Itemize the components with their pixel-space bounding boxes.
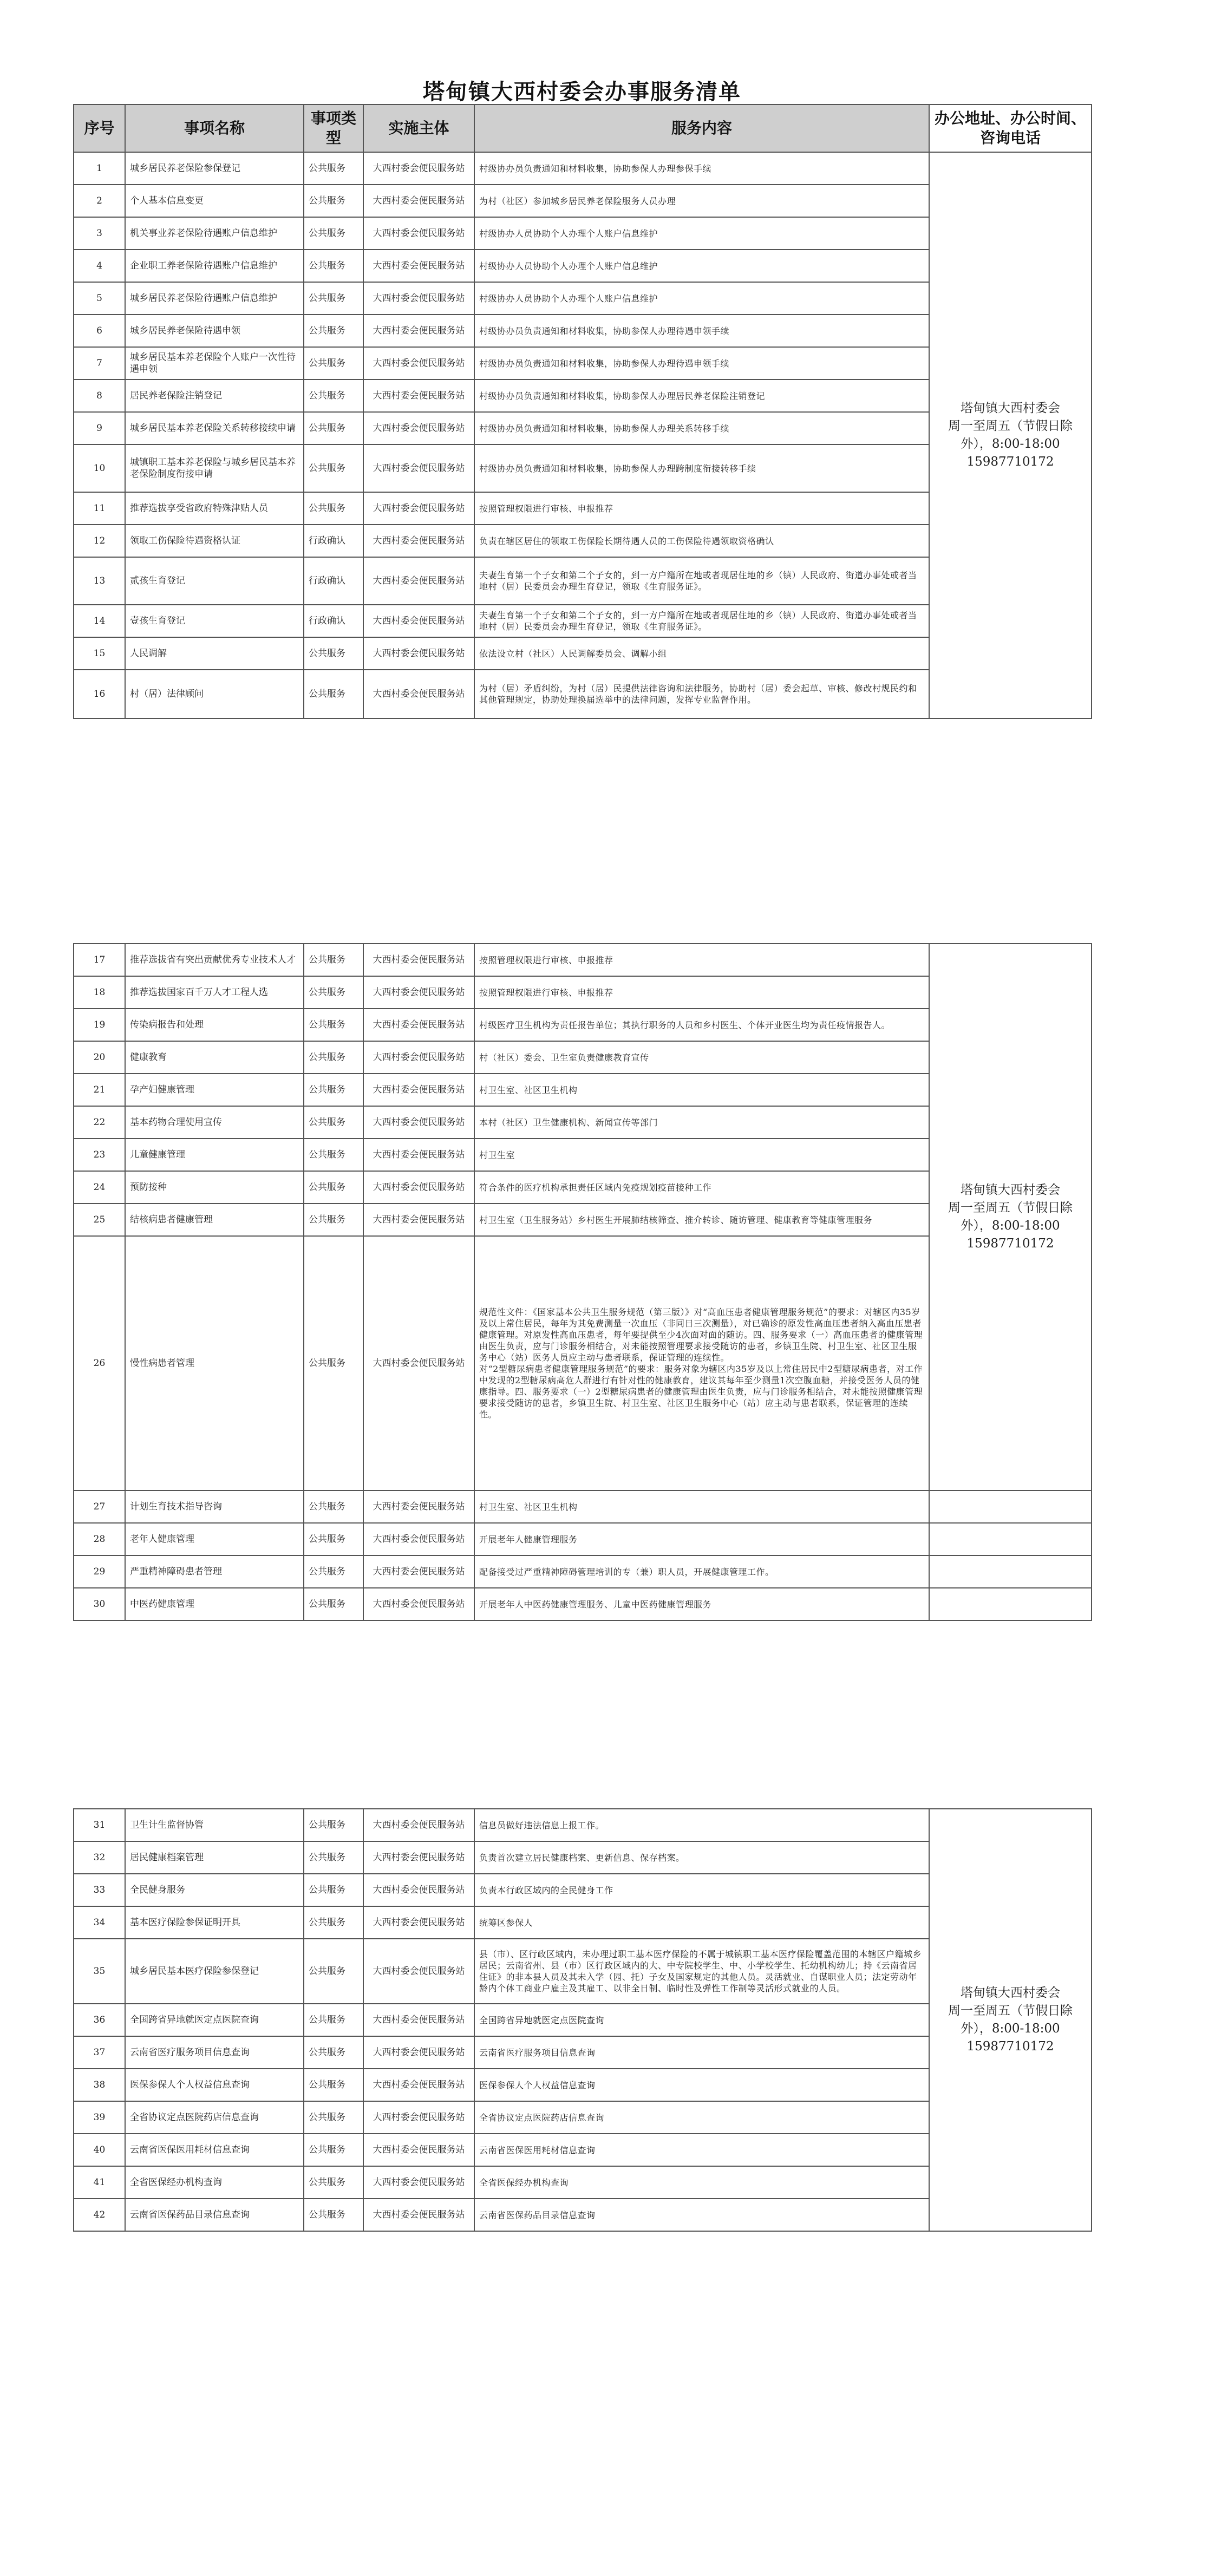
row-implementer: 大西村委会便民服务站 xyxy=(363,2199,474,2231)
row-implementer: 大西村委会便民服务站 xyxy=(363,1074,474,1106)
row-implementer: 大西村委会便民服务站 xyxy=(363,525,474,557)
row-service-content: 村级协办人员协助个人办理个人账户信息维护 xyxy=(474,250,929,282)
row-index: 14 xyxy=(74,605,125,637)
header-name: 事项名称 xyxy=(125,104,304,152)
row-service-content: 符合条件的医疗机构承担责任区域内免疫规划疫苗接种工作 xyxy=(474,1171,929,1204)
row-service-content: 全国跨省异地就医定点医院查询 xyxy=(474,2004,929,2036)
row-index: 6 xyxy=(74,315,125,347)
row-index: 27 xyxy=(74,1490,125,1523)
row-item-category: 公共服务 xyxy=(304,1171,363,1204)
row-service-content: 村级协办员负责通知和材料收集，协助参保人办理关系转移手续 xyxy=(474,412,929,444)
row-item-name: 基本医疗保险参保证明开具 xyxy=(125,1906,304,1939)
row-service-content: 医保参保人个人权益信息查询 xyxy=(474,2069,929,2101)
row-service-content: 村卫生室、社区卫生机构 xyxy=(474,1074,929,1106)
row-index: 26 xyxy=(74,1236,125,1490)
row-item-name: 个人基本信息变更 xyxy=(125,185,304,217)
row-implementer: 大西村委会便民服务站 xyxy=(363,315,474,347)
row-item-category: 公共服务 xyxy=(304,2166,363,2199)
row-item-name: 推荐选拔省有突出贡献优秀专业技术人才 xyxy=(125,944,304,976)
row-item-name: 严重精神障碍患者管理 xyxy=(125,1555,304,1588)
table-row xyxy=(74,1555,1092,1588)
service-table-part-3 xyxy=(73,1808,1092,2232)
office-info-line2: 周一至周五（节假日除外），8:00-18:00 xyxy=(948,2004,1073,2036)
row-item-category: 行政确认 xyxy=(304,557,363,605)
row-item-name: 居民养老保险注销登记 xyxy=(125,380,304,412)
row-service-content: 村（社区）委会、卫生室负责健康教育宣传 xyxy=(474,1041,929,1074)
header-category: 事项类型 xyxy=(304,104,363,152)
row-service-content: 本村（社区）卫生健康机构、新闻宣传等部门 xyxy=(474,1106,929,1139)
row-item-category: 公共服务 xyxy=(304,2036,363,2069)
service-table-part-2 xyxy=(73,943,1092,1621)
row-implementer: 大西村委会便民服务站 xyxy=(363,282,474,315)
row-implementer: 大西村委会便民服务站 xyxy=(363,1490,474,1523)
row-index: 32 xyxy=(74,1841,125,1874)
row-implementer: 大西村委会便民服务站 xyxy=(363,2036,474,2069)
office-blank-cell xyxy=(929,1588,1092,1620)
row-index: 9 xyxy=(74,412,125,444)
row-index: 3 xyxy=(74,217,125,250)
row-item-category: 公共服务 xyxy=(304,282,363,315)
row-index: 21 xyxy=(74,1074,125,1106)
row-service-content: 按照管理权限进行审核、申报推荐 xyxy=(474,944,929,976)
row-index: 10 xyxy=(74,444,125,492)
office-info-line2: 周一至周五（节假日除外），8:00-18:00 xyxy=(948,1201,1073,1233)
row-item-name: 全民健身服务 xyxy=(125,1874,304,1906)
row-implementer: 大西村委会便民服务站 xyxy=(363,1939,474,2004)
row-implementer: 大西村委会便民服务站 xyxy=(363,1588,474,1620)
row-item-category: 公共服务 xyxy=(304,1906,363,1939)
row-service-content: 全省医保经办机构查询 xyxy=(474,2166,929,2199)
row-service-content: 云南省医保药品目录信息查询 xyxy=(474,2199,929,2231)
row-implementer: 大西村委会便民服务站 xyxy=(363,1171,474,1204)
row-implementer: 大西村委会便民服务站 xyxy=(363,2004,474,2036)
row-item-name: 云南省医保医用耗材信息查询 xyxy=(125,2134,304,2166)
row-service-content: 为村（居）矛盾纠纷，为村（居）民提供法律咨询和法律服务，协助村（居）委会起草、审核、修改村规民约和其他管理规定，协助处理换届选举中的法律问题，发挥专业监督作用。 xyxy=(474,670,929,718)
row-item-name: 中医药健康管理 xyxy=(125,1588,304,1620)
row-item-category: 公共服务 xyxy=(304,380,363,412)
row-item-name: 城镇职工基本养老保险与城乡居民基本养老保险制度衔接申请 xyxy=(125,444,304,492)
office-blank-cell xyxy=(929,1523,1092,1555)
row-service-content: 村级协办员负责通知和材料收集，协助参保人办理参保手续 xyxy=(474,152,929,185)
row-item-category: 公共服务 xyxy=(304,1588,363,1620)
header-office: 办公地址、办公时间、咨询电话 xyxy=(929,104,1092,152)
row-implementer: 大西村委会便民服务站 xyxy=(363,976,474,1009)
office-info-line3: 15987710172 xyxy=(966,2039,1054,2054)
row-item-category: 公共服务 xyxy=(304,217,363,250)
row-index: 19 xyxy=(74,1009,125,1041)
row-item-category: 公共服务 xyxy=(304,1009,363,1041)
row-index: 34 xyxy=(74,1906,125,1939)
row-service-content: 全省协议定点医院药店信息查询 xyxy=(474,2101,929,2134)
row-index: 13 xyxy=(74,557,125,605)
office-info-cell xyxy=(929,944,1092,1490)
row-item-name: 传染病报告和处理 xyxy=(125,1009,304,1041)
office-info-line1: 塔甸镇大西村委会 xyxy=(961,401,1060,415)
row-index: 35 xyxy=(74,1939,125,2004)
row-service-content: 村级协办员负责通知和材料收集，协助参保人办理跨制度衔接转移手续 xyxy=(474,444,929,492)
row-index: 41 xyxy=(74,2166,125,2199)
row-index: 22 xyxy=(74,1106,125,1139)
row-service-content: 村级协办员负责通知和材料收集，协助参保人办理待遇申领手续 xyxy=(474,315,929,347)
row-item-category: 公共服务 xyxy=(304,2101,363,2134)
row-service-content: 村卫生室 xyxy=(474,1139,929,1171)
row-index: 37 xyxy=(74,2036,125,2069)
row-item-name: 慢性病患者管理 xyxy=(125,1236,304,1490)
office-info-cell xyxy=(929,152,1092,718)
row-item-name: 老年人健康管理 xyxy=(125,1523,304,1555)
row-item-category: 公共服务 xyxy=(304,412,363,444)
row-index: 42 xyxy=(74,2199,125,2231)
row-item-category: 公共服务 xyxy=(304,1204,363,1236)
row-item-name: 云南省医保药品目录信息查询 xyxy=(125,2199,304,2231)
row-item-name: 卫生计生监督协管 xyxy=(125,1809,304,1841)
row-item-name: 壹孩生育登记 xyxy=(125,605,304,637)
row-service-content: 夫妻生育第一个子女和第二个子女的，到一方户籍所在地或者现居住地的乡（镇）人民政府、街道办事处或者当地村（居）民委员会办理生育登记，领取《生育服务证》。 xyxy=(474,557,929,605)
row-service-content: 村级协办人员协助个人办理个人账户信息维护 xyxy=(474,217,929,250)
row-item-category: 公共服务 xyxy=(304,1809,363,1841)
row-index: 2 xyxy=(74,185,125,217)
row-implementer: 大西村委会便民服务站 xyxy=(363,1106,474,1139)
row-service-content: 夫妻生育第一个子女和第二个子女的，到一方户籍所在地或者现居住地的乡（镇）人民政府、街道办事处或者当地村（居）民委员会办理生育登记，领取《生育服务证》。 xyxy=(474,605,929,637)
office-info-line1: 塔甸镇大西村委会 xyxy=(961,1986,1060,2000)
row-item-name: 领取工伤保险待遇资格认证 xyxy=(125,525,304,557)
office-blank-cell xyxy=(929,1490,1092,1523)
row-implementer: 大西村委会便民服务站 xyxy=(363,670,474,718)
office-info-line2: 周一至周五（节假日除外），8:00-18:00 xyxy=(948,419,1073,451)
row-item-name: 贰孩生育登记 xyxy=(125,557,304,605)
row-implementer: 大西村委会便民服务站 xyxy=(363,2101,474,2134)
row-implementer: 大西村委会便民服务站 xyxy=(363,1906,474,1939)
row-item-category: 公共服务 xyxy=(304,347,363,380)
row-item-name: 城乡居民基本医疗保险参保登记 xyxy=(125,1939,304,2004)
row-item-category: 公共服务 xyxy=(304,315,363,347)
row-item-name: 村（居）法律顾问 xyxy=(125,670,304,718)
row-item-category: 公共服务 xyxy=(304,1106,363,1139)
row-item-category: 公共服务 xyxy=(304,637,363,670)
service-table-part-1 xyxy=(73,104,1092,719)
row-implementer: 大西村委会便民服务站 xyxy=(363,1236,474,1490)
row-service-content: 为村（社区）参加城乡居民养老保险服务人员办理 xyxy=(474,185,929,217)
row-item-name: 推荐选拔享受省政府特殊津贴人员 xyxy=(125,492,304,525)
row-index: 12 xyxy=(74,525,125,557)
row-implementer: 大西村委会便民服务站 xyxy=(363,1809,474,1841)
row-index: 36 xyxy=(74,2004,125,2036)
row-service-content: 配备接受过严重精神障碍管理培训的专（兼）职人员，开展健康管理工作。 xyxy=(474,1555,929,1588)
row-index: 31 xyxy=(74,1809,125,1841)
row-index: 8 xyxy=(74,380,125,412)
row-item-category: 公共服务 xyxy=(304,2004,363,2036)
row-implementer: 大西村委会便民服务站 xyxy=(363,1874,474,1906)
row-implementer: 大西村委会便民服务站 xyxy=(363,2166,474,2199)
row-index: 15 xyxy=(74,637,125,670)
row-item-category: 行政确认 xyxy=(304,605,363,637)
row-implementer: 大西村委会便民服务站 xyxy=(363,185,474,217)
header-index: 序号 xyxy=(74,104,125,152)
header-implementer: 实施主体 xyxy=(363,104,474,152)
row-item-category: 公共服务 xyxy=(304,1523,363,1555)
row-service-content: 村级协办员负责通知和材料收集，协助参保人办理待遇申领手续 xyxy=(474,347,929,380)
row-implementer: 大西村委会便民服务站 xyxy=(363,347,474,380)
row-item-name: 预防接种 xyxy=(125,1171,304,1204)
row-service-content: 村级协办员负责通知和材料收集，协助参保人办理居民养老保险注销登记 xyxy=(474,380,929,412)
row-item-category: 公共服务 xyxy=(304,944,363,976)
row-service-content: 负责本行政区域内的全民健身工作 xyxy=(474,1874,929,1906)
row-item-category: 公共服务 xyxy=(304,1874,363,1906)
row-index: 40 xyxy=(74,2134,125,2166)
row-item-category: 公共服务 xyxy=(304,1236,363,1490)
row-index: 24 xyxy=(74,1171,125,1204)
row-service-content: 信息员做好违法信息上报工作。 xyxy=(474,1809,929,1841)
row-implementer: 大西村委会便民服务站 xyxy=(363,412,474,444)
row-service-content: 统筹区参保人 xyxy=(474,1906,929,1939)
row-service-content: 云南省医保医用耗材信息查询 xyxy=(474,2134,929,2166)
header-content: 服务内容 xyxy=(474,104,929,152)
row-item-name: 居民健康档案管理 xyxy=(125,1841,304,1874)
row-item-name: 企业职工养老保险待遇账户信息维护 xyxy=(125,250,304,282)
row-implementer: 大西村委会便民服务站 xyxy=(363,2134,474,2166)
table-row xyxy=(74,1588,1092,1620)
row-implementer: 大西村委会便民服务站 xyxy=(363,152,474,185)
row-item-name: 儿童健康管理 xyxy=(125,1139,304,1171)
row-item-name: 全省协议定点医院药店信息查询 xyxy=(125,2101,304,2134)
row-service-content: 村级医疗卫生机构为责任报告单位；其执行职务的人员和乡村医生、个体开业医生均为责任疫情报告人。 xyxy=(474,1009,929,1041)
row-implementer: 大西村委会便民服务站 xyxy=(363,492,474,525)
row-implementer: 大西村委会便民服务站 xyxy=(363,944,474,976)
row-item-name: 城乡居民基本养老保险个人账户一次性待遇申领 xyxy=(125,347,304,380)
row-implementer: 大西村委会便民服务站 xyxy=(363,557,474,605)
row-index: 7 xyxy=(74,347,125,380)
row-implementer: 大西村委会便民服务站 xyxy=(363,1523,474,1555)
row-implementer: 大西村委会便民服务站 xyxy=(363,1041,474,1074)
row-index: 5 xyxy=(74,282,125,315)
row-index: 38 xyxy=(74,2069,125,2101)
row-item-category: 公共服务 xyxy=(304,1074,363,1106)
row-item-name: 推荐选拔国家百千万人才工程人选 xyxy=(125,976,304,1009)
row-service-content: 村级协办人员协助个人办理个人账户信息维护 xyxy=(474,282,929,315)
row-item-name: 基本药物合理使用宣传 xyxy=(125,1106,304,1139)
row-item-name: 医保参保人个人权益信息查询 xyxy=(125,2069,304,2101)
row-index: 11 xyxy=(74,492,125,525)
row-item-category: 公共服务 xyxy=(304,1939,363,2004)
office-info-line3: 15987710172 xyxy=(966,1237,1054,1251)
table-row xyxy=(74,944,1092,976)
row-index: 33 xyxy=(74,1874,125,1906)
row-implementer: 大西村委会便民服务站 xyxy=(363,250,474,282)
row-implementer: 大西村委会便民服务站 xyxy=(363,1009,474,1041)
row-index: 16 xyxy=(74,670,125,718)
office-info-cell xyxy=(929,1809,1092,2231)
row-item-category: 公共服务 xyxy=(304,1490,363,1523)
row-implementer: 大西村委会便民服务站 xyxy=(363,1204,474,1236)
row-item-name: 人民调解 xyxy=(125,637,304,670)
row-index: 29 xyxy=(74,1555,125,1588)
row-service-content: 负责在辖区居住的领取工伤保险长期待遇人员的工伤保险待遇领取资格确认 xyxy=(474,525,929,557)
row-item-category: 公共服务 xyxy=(304,444,363,492)
row-index: 39 xyxy=(74,2101,125,2134)
row-index: 20 xyxy=(74,1041,125,1074)
row-implementer: 大西村委会便民服务站 xyxy=(363,444,474,492)
row-service-content: 按照管理权限进行审核、申报推荐 xyxy=(474,492,929,525)
row-implementer: 大西村委会便民服务站 xyxy=(363,2069,474,2101)
office-info-line3: 15987710172 xyxy=(966,455,1054,469)
row-item-name: 云南省医疗服务项目信息查询 xyxy=(125,2036,304,2069)
row-item-name: 全省医保经办机构查询 xyxy=(125,2166,304,2199)
row-item-name: 城乡居民基本养老保险关系转移接续申请 xyxy=(125,412,304,444)
row-item-category: 公共服务 xyxy=(304,1555,363,1588)
row-item-category: 公共服务 xyxy=(304,152,363,185)
row-item-name: 城乡居民养老保险待遇申领 xyxy=(125,315,304,347)
row-index: 4 xyxy=(74,250,125,282)
row-service-content: 负责首次建立居民健康档案、更新信息、保存档案。 xyxy=(474,1841,929,1874)
row-service-content: 按照管理权限进行审核、申报推荐 xyxy=(474,976,929,1009)
row-item-category: 公共服务 xyxy=(304,1841,363,1874)
row-implementer: 大西村委会便民服务站 xyxy=(363,605,474,637)
row-service-content: 开展老年人中医药健康管理服务、儿童中医药健康管理服务 xyxy=(474,1588,929,1620)
table-row xyxy=(74,1809,1092,1841)
row-item-category: 公共服务 xyxy=(304,1139,363,1171)
row-item-category: 公共服务 xyxy=(304,670,363,718)
office-info-line1: 塔甸镇大西村委会 xyxy=(961,1183,1060,1197)
row-item-name: 机关事业养老保险待遇账户信息维护 xyxy=(125,217,304,250)
row-service-content: 县（市）、区行政区域内，未办理过职工基本医疗保险的不属于城镇职工基本医疗保险覆盖范围的本辖区户籍城乡居民；云南省州、县（市）区行政区域内的大、中专院校学生、中、小学校学生、托幼机构幼儿；持《云南省居住证》的非本县人员及其未入学（园、托）子女及国家规定的其他人员。灵活就业、自谋职业人员；法定劳动年龄内个体工商业户雇主及其雇工、以非全日制、临时性及弹性工作制等灵活形式就业的人员。 xyxy=(474,1939,929,2004)
row-item-category: 公共服务 xyxy=(304,2134,363,2166)
row-item-name: 全国跨省异地就医定点医院查询 xyxy=(125,2004,304,2036)
row-item-category: 公共服务 xyxy=(304,2069,363,2101)
row-service-content: 村卫生室、社区卫生机构 xyxy=(474,1490,929,1523)
row-index: 23 xyxy=(74,1139,125,1171)
row-implementer: 大西村委会便民服务站 xyxy=(363,380,474,412)
row-index: 28 xyxy=(74,1523,125,1555)
row-service-content: 开展老年人健康管理服务 xyxy=(474,1523,929,1555)
row-item-category: 公共服务 xyxy=(304,492,363,525)
office-blank-cell xyxy=(929,1555,1092,1588)
row-item-name: 结核病患者健康管理 xyxy=(125,1204,304,1236)
row-index: 18 xyxy=(74,976,125,1009)
row-item-name: 孕产妇健康管理 xyxy=(125,1074,304,1106)
table-row xyxy=(74,1490,1092,1523)
row-service-content: 依法设立村（社区）人民调解委员会、调解小组 xyxy=(474,637,929,670)
page-title: 塔甸镇大西村委会办事服务清单 xyxy=(423,79,741,104)
row-implementer: 大西村委会便民服务站 xyxy=(363,1555,474,1588)
row-item-category: 公共服务 xyxy=(304,2199,363,2231)
table-header-row xyxy=(74,104,1092,152)
table-row xyxy=(74,1523,1092,1555)
row-index: 30 xyxy=(74,1588,125,1620)
row-item-name: 城乡居民养老保险待遇账户信息维护 xyxy=(125,282,304,315)
row-item-category: 行政确认 xyxy=(304,525,363,557)
row-service-content: 村卫生室（卫生服务站）乡村医生开展肺结核筛查、推介转诊、随访管理、健康教育等健康管理服务 xyxy=(474,1204,929,1236)
row-item-category: 公共服务 xyxy=(304,1041,363,1074)
row-item-name: 计划生育技术指导咨询 xyxy=(125,1490,304,1523)
row-index: 1 xyxy=(74,152,125,185)
row-service-content: 云南省医疗服务项目信息查询 xyxy=(474,2036,929,2069)
row-item-category: 公共服务 xyxy=(304,976,363,1009)
row-index: 25 xyxy=(74,1204,125,1236)
row-item-name: 城乡居民养老保险参保登记 xyxy=(125,152,304,185)
row-index: 17 xyxy=(74,944,125,976)
row-implementer: 大西村委会便民服务站 xyxy=(363,1841,474,1874)
row-item-name: 健康教育 xyxy=(125,1041,304,1074)
row-implementer: 大西村委会便民服务站 xyxy=(363,217,474,250)
row-implementer: 大西村委会便民服务站 xyxy=(363,1139,474,1171)
table-row xyxy=(74,152,1092,185)
row-item-category: 公共服务 xyxy=(304,250,363,282)
row-item-category: 公共服务 xyxy=(304,185,363,217)
row-implementer: 大西村委会便民服务站 xyxy=(363,637,474,670)
row-service-content: 规范性文件：《国家基本公共卫生服务规范（第三版）》对“高血压患者健康管理服务规范”的要求：对辖区内35岁及以上常住居民，每年为其免费测量一次血压（非同日三次测量），对已确诊的原发性高血压患者纳入高血压患者健康管理。对原发性高血压患者，每年要提供至少4次面对面的随访。四、服务要求（一）高血压患者的健康管理由医生负责，应与门诊服务相结合，对未能按照管理要求接受随访的患者，乡镇卫生院、村卫生室、社区卫生服务中心（站）医务人员应主动与患者联系，保证管理的连续性。 对“2型糖尿病患者健康管理服务规范”的要求：服务对象为辖区内35岁及以上常住居民中2型糖尿病患者，对工作中发现的2型糖尿病高危人群进行有针对性的健康教育，建议其每年至少测量1次空腹血糖，并接受医务人员的健康指导。四、服务要求（一）2型糖尿病患者的健康管理由医生负责，应与门诊服务相结合，对未能按照健康管理要求接受随访的患者，乡镇卫生院、村卫生室、社区卫生服务中心（站）应主动与患者联系，保证管理的连续性。 xyxy=(474,1236,929,1490)
